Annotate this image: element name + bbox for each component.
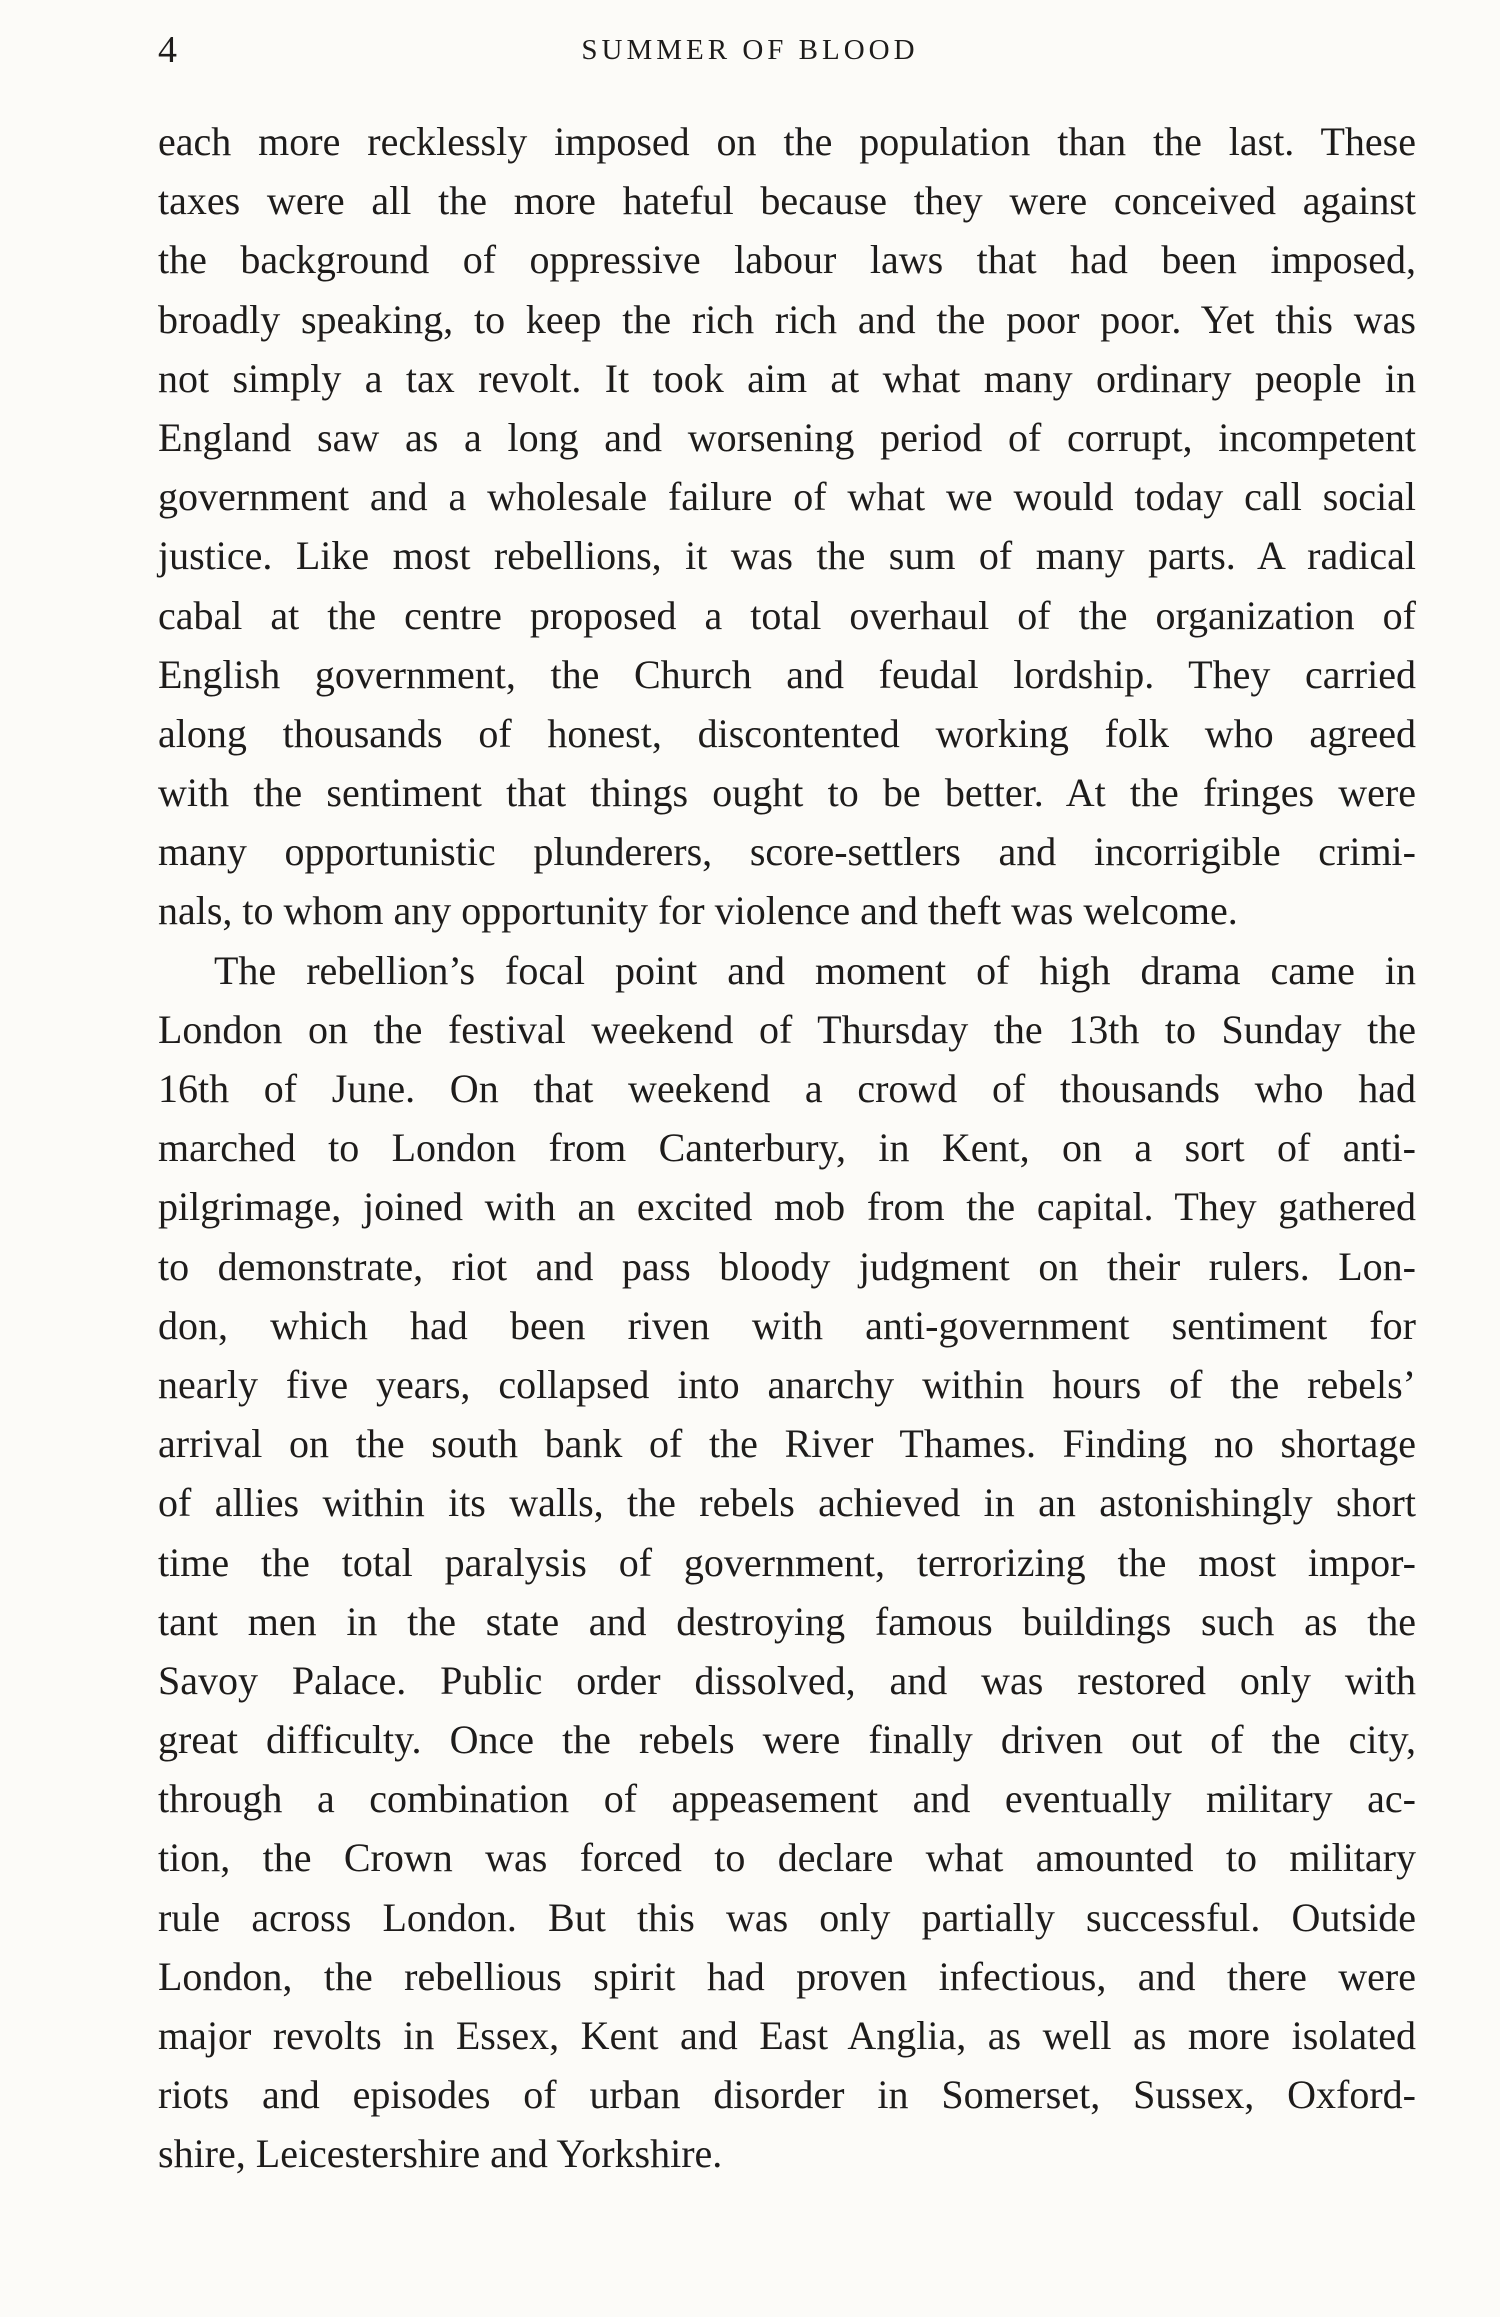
text-line: government and a wholesale failure of what we would today call social	[158, 474, 1416, 520]
text-line: Savoy Palace. Public order dissolved, and was restored only with	[158, 1657, 1416, 1703]
text-line: through a combination of appeasement and eventually military ac-	[158, 1776, 1416, 1822]
text-line: pilgrimage, joined with an excited mob from the capital. They gathered	[158, 1184, 1416, 1230]
text-line: England saw as a long and worsening period of corrupt, incompetent	[158, 414, 1416, 460]
text-line: the background of oppressive labour laws that had been imposed,	[158, 237, 1416, 283]
body-text	[158, 112, 1416, 2184]
text-line: time the total paralysis of government, terrorizing the most impor-	[158, 1539, 1416, 1585]
text-line: London on the festival weekend of Thursday the 13th to Sunday the	[158, 1006, 1416, 1052]
text-line: nearly five years, collapsed into anarchy within hours of the rebels’	[158, 1361, 1416, 1407]
text-line: nals, to whom any opportunity for violence and theft was welcome.	[158, 888, 1238, 934]
text-line: shire, Leicestershire and Yorkshire.	[158, 2131, 723, 2177]
text-line: rule across London. But this was only partially successful. Outside	[158, 1894, 1416, 1940]
text-line: arrival on the south bank of the River Thames. Finding no shortage	[158, 1421, 1416, 1467]
text-line: riots and episodes of urban disorder in Somerset, Sussex, Oxford-	[158, 2072, 1416, 2118]
running-head: SUMMER OF BLOOD	[581, 34, 919, 66]
paragraph	[158, 112, 1416, 941]
text-line: each more recklessly imposed on the population than the last. These	[158, 119, 1416, 164]
text-line: taxes were all the more hateful because they were conceived against	[158, 178, 1416, 224]
text-line: justice. Like most rebellions, it was the sum of many parts. A radical	[158, 533, 1416, 579]
text-line: cabal at the centre proposed a total overhaul of the organization of	[158, 592, 1416, 638]
text-line: of allies within its walls, the rebels achieved in an astonishingly short	[158, 1480, 1416, 1526]
text-line: marched to London from Canterbury, in Kent, on a sort of anti-	[158, 1125, 1416, 1171]
text-line: English government, the Church and feudal lordship. They carried	[158, 651, 1416, 697]
text-line: don, which had been riven with anti-government sentiment for	[158, 1302, 1416, 1348]
text-line: broadly speaking, to keep the rich rich and the poor poor. Yet this was	[158, 296, 1416, 342]
text-line: to demonstrate, riot and pass bloody judgment on their rulers. Lon-	[158, 1243, 1416, 1289]
text-line: major revolts in Essex, Kent and East Anglia, as well as more isolated	[158, 2013, 1416, 2058]
text-line: great difficulty. Once the rebels were finally driven out of the city,	[158, 1717, 1416, 1763]
text-line: tant men in the state and destroying famous buildings such as the	[158, 1598, 1416, 1644]
paragraph	[158, 941, 1416, 2184]
text-line: tion, the Crown was forced to declare what amounted to military	[158, 1835, 1416, 1881]
text-line: not simply a tax revolt. It took aim at what many ordinary people in	[158, 355, 1416, 401]
text-line: London, the rebellious spirit had proven infectious, and there were	[158, 1953, 1416, 1999]
text-line: The rebellion’s focal point and moment of high drama came in	[214, 947, 1416, 993]
text-line: along thousands of honest, discontented working folk who agreed	[158, 710, 1416, 756]
text-line: many opportunistic plunderers, score-settlers and incorrigible crimi-	[158, 829, 1416, 875]
page-number: 4	[158, 29, 177, 71]
text-line: 16th of June. On that weekend a crowd of thousands who had	[158, 1066, 1416, 1111]
text-line: with the sentiment that things ought to be better. At the fringes were	[158, 770, 1416, 816]
